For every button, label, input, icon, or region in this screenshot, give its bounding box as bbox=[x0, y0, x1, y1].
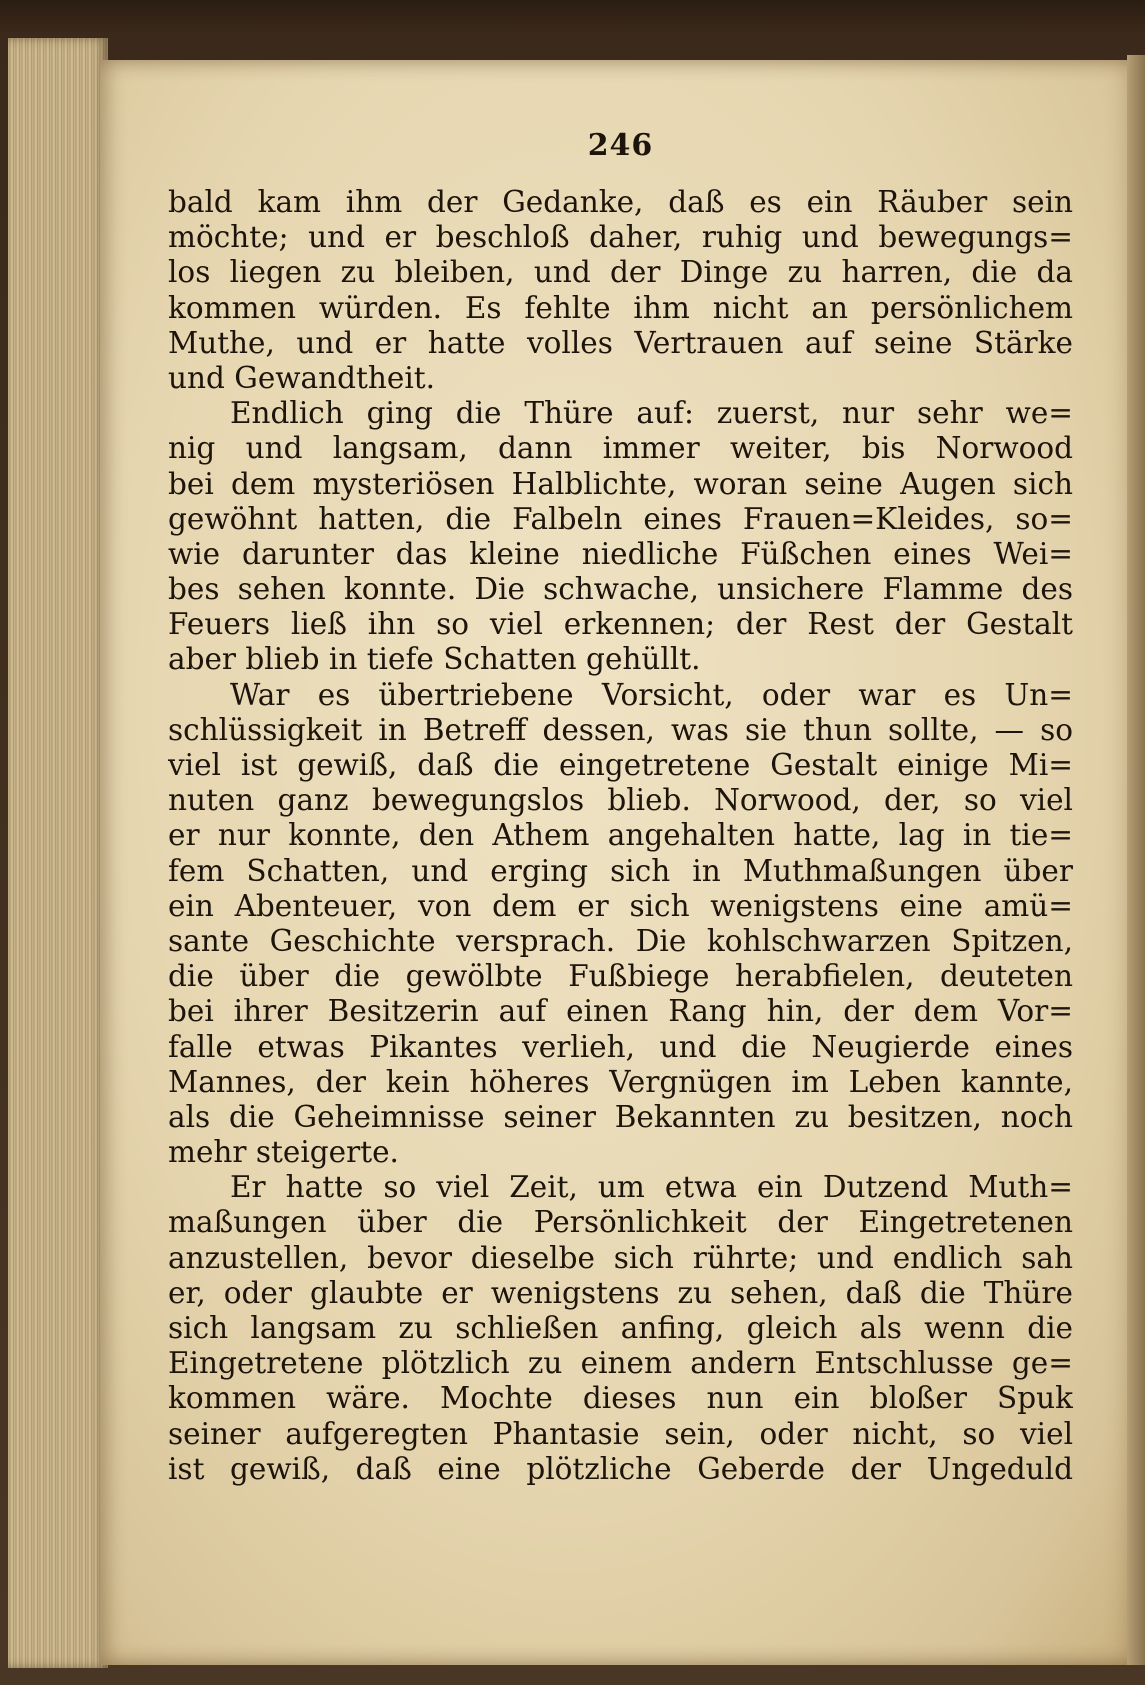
text-line: aber blieb in tiefe Schatten gehüllt. bbox=[168, 642, 701, 677]
text-line: viel ist gewiß, daß die eingetretene Gestalt einige Mi= bbox=[168, 748, 1073, 782]
text-line: gewöhnt hatten, die Falbeln eines Frauen=Kleides, so= bbox=[168, 501, 1073, 536]
text-line: er, oder glaubte er wenigstens zu sehen, daß die Thüre bbox=[168, 1275, 1073, 1310]
text-block bbox=[168, 128, 1073, 1487]
text-line: Mannes, der kein höheres Vergnügen im Leben kannte, bbox=[168, 1064, 1073, 1099]
text-line: die über die gewölbte Fußbiege herabfielen, deuteten bbox=[168, 959, 1073, 994]
text-line: wie darunter das kleine niedliche Füßchen eines Wei= bbox=[168, 536, 1073, 571]
text-line: als die Geheimnisse seiner Bekannten zu besitzen, noch bbox=[168, 1099, 1073, 1134]
text-line: Muthe, und er hatte volles Vertrauen auf seine Stärke bbox=[168, 325, 1073, 360]
text-line: sante Geschichte versprach. Die kohlschwarzen Spitzen, bbox=[168, 923, 1073, 958]
text-line: los liegen zu bleiben, und der Dinge zu harren, die da bbox=[168, 255, 1073, 290]
text-line: bald kam ihm der Gedanke, daß es ein Räuber sein bbox=[168, 185, 1073, 219]
text-line: falle etwas Pikantes verlieh, und die Neugierde eines bbox=[168, 1029, 1073, 1064]
text-line: ein Abenteuer, von dem er sich wenigstens eine amü= bbox=[168, 888, 1073, 923]
text-line: bei dem mysteriösen Halblichte, woran seine Augen sich bbox=[168, 466, 1073, 501]
text-line: seiner aufgeregten Phantasie sein, oder nicht, so viel bbox=[168, 1416, 1073, 1451]
text-line: Eingetretene plötzlich zu einem andern Entschlusse ge= bbox=[168, 1346, 1073, 1381]
text-line: bes sehen konnte. Die schwache, unsichere Flamme des bbox=[168, 572, 1073, 607]
text-line: Feuers ließ ihn so viel erkennen; der Rest der Gestalt bbox=[168, 607, 1073, 642]
page-stack-edges bbox=[8, 38, 108, 1668]
text-line: mehr steigerte. bbox=[168, 1135, 399, 1170]
text-line: nuten ganz bewegungslos blieb. Norwood, der, so viel bbox=[168, 783, 1073, 818]
text-line: Endlich ging die Thüre auf: zuerst, nur sehr we= bbox=[230, 396, 1073, 431]
page-number: 246 bbox=[587, 128, 654, 163]
right-page-edge bbox=[1127, 55, 1145, 1665]
text-line: anzustellen, bevor dieselbe sich rührte; und endlich sah bbox=[168, 1240, 1073, 1275]
text-line: nig und langsam, dann immer weiter, bis Norwood bbox=[168, 431, 1073, 466]
text-line: War es übertriebene Vorsicht, oder war es Un= bbox=[230, 677, 1073, 712]
text-line: sich langsam zu schließen anfing, gleich als wenn die bbox=[168, 1311, 1073, 1345]
text-line: fem Schatten, und erging sich in Muthmaßungen über bbox=[168, 853, 1073, 888]
text-line: maßungen über die Persönlichkeit der Eingetretenen bbox=[168, 1205, 1073, 1240]
text-line: Er hatte so viel Zeit, um etwa ein Dutzend Muth= bbox=[230, 1170, 1073, 1205]
text-line: ist gewiß, daß eine plötzliche Geberde der Ungeduld bbox=[168, 1451, 1073, 1486]
body-text bbox=[168, 185, 1073, 1487]
text-line: möchte; und er beschloß daher, ruhig und bewegungs= bbox=[168, 220, 1073, 255]
text-line: schlüssigkeit in Betreff dessen, was sie thun sollte, — so bbox=[168, 712, 1073, 747]
text-line: kommen wäre. Mochte dieses nun ein bloßer Spuk bbox=[168, 1381, 1073, 1416]
text-line: er nur konnte, den Athem angehalten hatte, lag in tie= bbox=[168, 818, 1073, 853]
text-line: und Gewandtheit. bbox=[168, 360, 435, 395]
text-line: kommen würden. Es fehlte ihm nicht an persönlichem bbox=[168, 290, 1073, 325]
text-line: bei ihrer Besitzerin auf einen Rang hin, der dem Vor= bbox=[168, 994, 1073, 1029]
